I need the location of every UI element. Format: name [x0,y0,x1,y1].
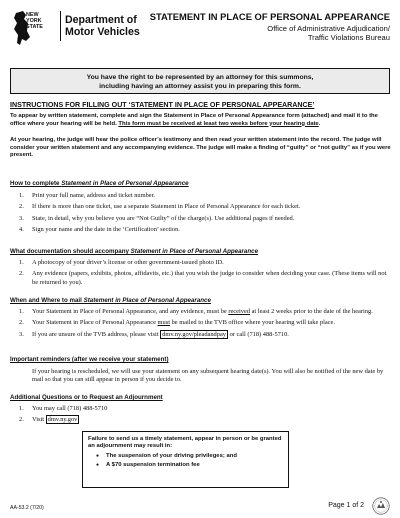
how-to-list [19,192,389,238]
when-where-list [19,308,389,342]
page-number: Page 1 of 2 [328,502,364,509]
list-item-text: Your Statement in Place of Personal Appearance, and any evidence, must be [32,308,229,315]
list-number: 4. [19,226,24,234]
office-line-2: Traffic Violations Bureau [307,33,390,43]
notice-line-2: including having an attorney assist you in preparing this form. [99,83,301,90]
list-item [19,308,389,316]
list-item [19,259,389,267]
documentation-heading-text: What documentation should accompany [10,248,131,255]
page-header [10,9,390,49]
reminders-heading: Important reminders (after we receive your statement) [10,356,169,363]
para1-text: To appear by written statement, complete and sign the Statement in Place of Personal Appearance form (attached) and mail it to the office where your hearing will be held. [10,113,378,127]
instructions-title: INSTRUCTIONS FOR FILLING OUT ‘STATEMENT IN PLACE OF PERSONAL APPEARANCE’ [10,101,315,109]
agency-line-2: Motor Vehicles [65,26,140,38]
list-number: 1. [19,259,24,266]
list-item-text: at least 2 weeks prior to the date of the hearing. [249,308,373,315]
para1-end: . [318,120,321,127]
documentation-heading-form: Statement in Place of Personal Appearance [130,248,259,255]
list-item [19,416,389,424]
reminders-text: If your hearing is rescheduled, we will use your statement on any subsequent hearing date(s). You will also be notified of the new date by mail so that you can still appear in person if you decide to. [32,368,384,384]
when-where-heading [10,297,211,304]
how-to-heading-form: Statement in Place of Personal Appearance [61,180,189,187]
list-number: 1. [19,405,24,412]
list-item-text: Visit [32,416,46,424]
agency-line-1: Department of [65,14,137,26]
must-emphasis: must [157,319,170,327]
logo-word-new: NEW [26,12,39,18]
list-item-text: A photocopy of your driver’s license or other government-issued photo ID. [32,259,224,266]
list-item [19,405,389,413]
questions-heading: Additional Questions or to Request an Adjournment [10,394,163,401]
list-item [19,192,389,200]
list-item-text: Print your full name, address and ticket number. [32,192,155,199]
list-number: 3. [19,330,24,338]
list-number: 2. [19,270,24,278]
suspension-warning-box [82,431,289,488]
list-number: 2. [19,203,24,211]
logo-word-york: YORK [26,18,42,24]
list-item [19,226,389,234]
how-to-heading [10,180,189,187]
when-where-heading-form: Statement in Place of Personal Appearance [83,297,211,304]
list-item-text: You may call (718) 488-5710 [32,405,108,412]
list-item [19,270,389,286]
notice-line-1: You have the right to be represented by an attorney for this summons, [86,74,314,81]
warning-bullet: ● A $70 suspension termination fee [88,462,283,469]
list-number: 2. [19,416,24,424]
pleadandpay-link[interactable]: dmv.ny.gov/pleadandpay [162,330,226,338]
nys-logo [12,9,58,47]
list-item-text: If you are unsure of the TVB address, please visit [32,330,161,338]
received-emphasis: received [228,308,250,315]
attorney-notice [10,68,390,94]
form-code: AA-53.2 (7/20) [10,505,44,511]
list-item-text: be mailed to the TVB office where your hearing will take place. [169,319,335,327]
agency-name [65,14,140,38]
dmv-link[interactable]: dmv.ny.gov [47,416,78,424]
when-where-heading-text: When and Where to mail [10,297,84,304]
para1-deadline: This form must be received at least two weeks before your hearing date [118,120,319,127]
list-item-text: Any evidence (papers, exhibits, photos, affidavits, etc.) that you wish the judge to consider when deciding your case. (These items will not be returned to you). [32,270,387,286]
state-seal-icon [372,497,390,515]
logo-divider [60,11,61,41]
logo-word-state: STATE [26,24,43,30]
list-number: 1. [19,308,24,315]
list-item [19,319,389,327]
office-name [267,24,390,43]
list-number: 1. [19,192,24,199]
warning-bullet: ● The suspension of your driving privileges; and [88,453,283,460]
warning-text: Failure to send us a timely statement, appear in person or be granted an adjournment may result in: [88,436,282,450]
documentation-heading [10,248,258,255]
list-item-text: Your Statement in Place of Personal Appearance [32,319,158,327]
how-to-heading-text: How to complete [10,180,62,187]
documentation-list [19,259,389,290]
list-item-text: or call (718) 488-5710. [227,330,289,338]
instructions-paragraph-2: At your hearing, the judge will hear the police officer’s testimony and then read your written statement into the record. The judge will consider your written statement and any accompanying evidence. The judge will make a finding of “guilty” or “not guilty” as if you were present. [10,137,391,159]
questions-list [19,405,389,428]
list-number: 2. [19,319,24,327]
list-item [19,215,389,223]
list-item [19,331,389,339]
list-item-text: Sign your name and the date in the ‘Certification’ section. [32,226,180,234]
form-title: STATEMENT IN PLACE OF PERSONAL APPEARANCE [149,11,390,22]
list-item [19,203,389,211]
list-number: 3. [19,214,24,222]
instructions-paragraph-1 [10,113,392,128]
list-item-text: If there is more than one ticket, use a separate Statement in Place of Personal Appearance for each ticket. [32,203,301,211]
office-line-1: Office of Administrative Adjudication/ [267,24,390,33]
warning-list [88,453,283,470]
list-item-text: State, in detail, why you believe you are “Not Guilty” of the charge(s). Use additional pages if needed. [32,214,295,222]
